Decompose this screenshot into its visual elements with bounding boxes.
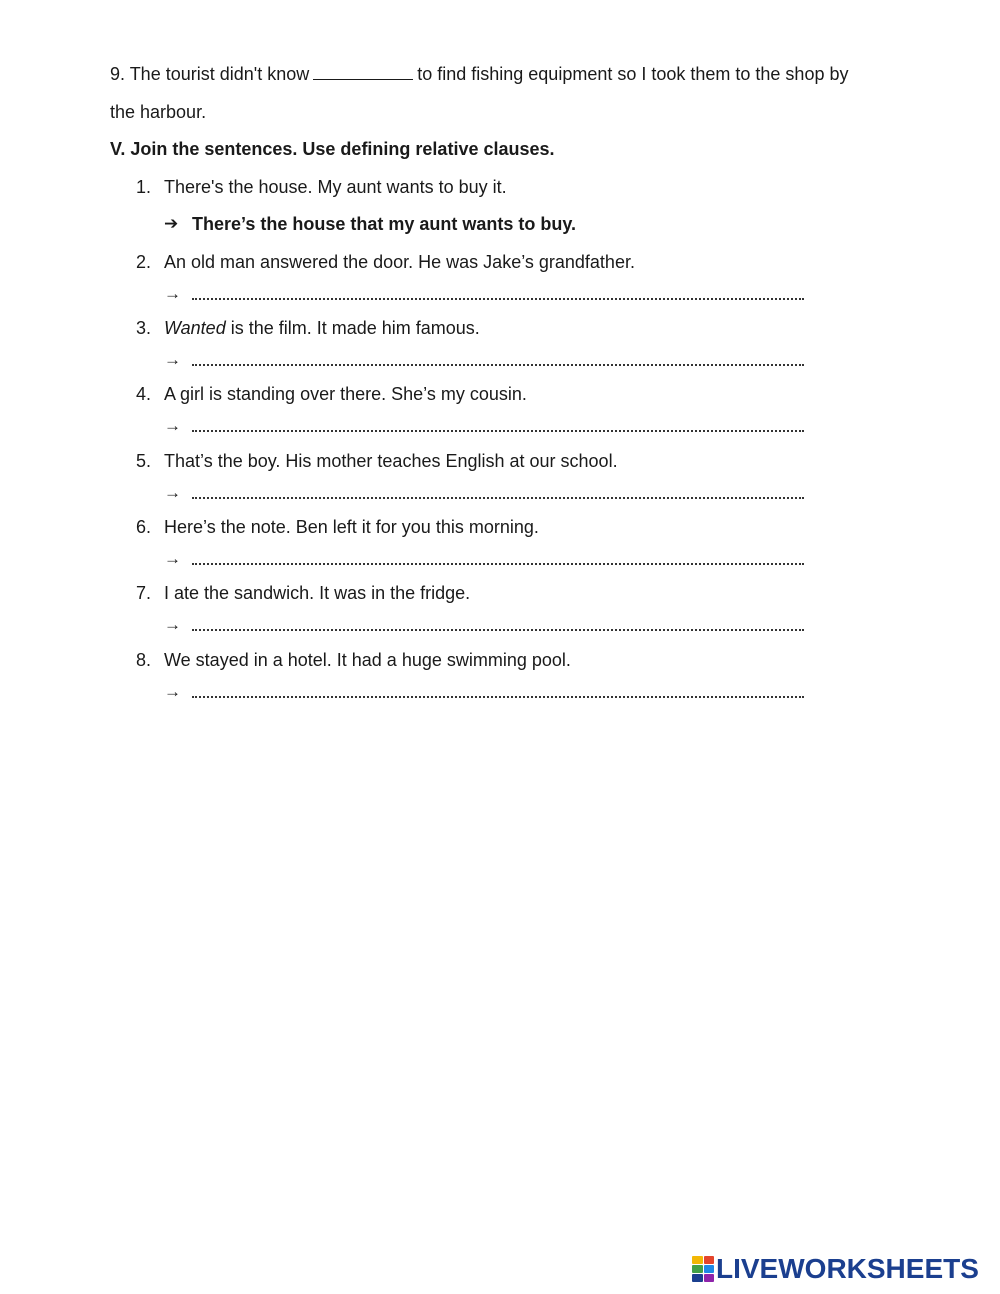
example-arrow-icon: ➔ <box>164 214 179 233</box>
item-text: That’s the boy. His mother teaches English at our school. <box>164 451 618 471</box>
liveworksheets-logo <box>692 1254 979 1284</box>
item-text: A girl is standing over there. She’s my cousin. <box>164 384 527 404</box>
item-number: 8. <box>136 650 152 670</box>
liveworksheets-logo-icon <box>692 1256 714 1282</box>
item-text: An old man answered the door. He was Jake’s grandfather. <box>164 252 635 272</box>
item-number: 7. <box>136 583 152 603</box>
answer-line[interactable] <box>192 430 804 432</box>
item-text <box>164 316 480 340</box>
question-9-line-2: the harbour. <box>110 102 207 122</box>
item-text: There's the house. My aunt wants to buy it. <box>164 177 507 197</box>
item-text: Here’s the note. Ben left it for you this morning. <box>164 517 539 537</box>
answer-line[interactable] <box>192 563 804 565</box>
question-9-blank[interactable] <box>313 63 413 80</box>
example-answer: There’s the house that my aunt wants to buy. <box>192 214 577 234</box>
arrow-icon: → <box>164 615 181 634</box>
answer-line[interactable] <box>192 696 804 698</box>
item-text: I ate the sandwich. It was in the fridge. <box>164 583 471 603</box>
item-number: 6. <box>136 517 152 537</box>
item-number: 5. <box>136 451 152 471</box>
item-number: 3. <box>136 318 152 338</box>
arrow-icon: → <box>164 483 181 502</box>
item-number: 4. <box>136 384 152 404</box>
question-9-text-before: 9. The tourist didn't know <box>110 64 310 84</box>
section-title: V. Join the sentences. Use defining relative clauses. <box>110 139 555 159</box>
item-number: 2. <box>136 252 152 272</box>
question-9-line-1 <box>110 62 848 86</box>
answer-line[interactable] <box>192 364 804 366</box>
arrow-icon: → <box>164 350 181 369</box>
arrow-icon: → <box>164 284 181 303</box>
item-text: We stayed in a hotel. It had a huge swimming pool. <box>164 650 571 670</box>
arrow-icon: → <box>164 549 181 568</box>
liveworksheets-logo-text: LIVEWORKSHEETS <box>716 1253 979 1284</box>
answer-line[interactable] <box>192 629 804 631</box>
question-9-text-after: to find fishing equipment so I took them to the shop by <box>417 64 849 84</box>
film-title: Wanted <box>164 318 226 338</box>
answer-line[interactable] <box>192 497 804 499</box>
arrow-icon: → <box>164 682 181 701</box>
item-number: 1. <box>136 177 152 197</box>
item-text-rest: is the film. It made him famous. <box>225 318 480 338</box>
answer-line[interactable] <box>192 298 804 300</box>
arrow-icon: → <box>164 416 181 435</box>
